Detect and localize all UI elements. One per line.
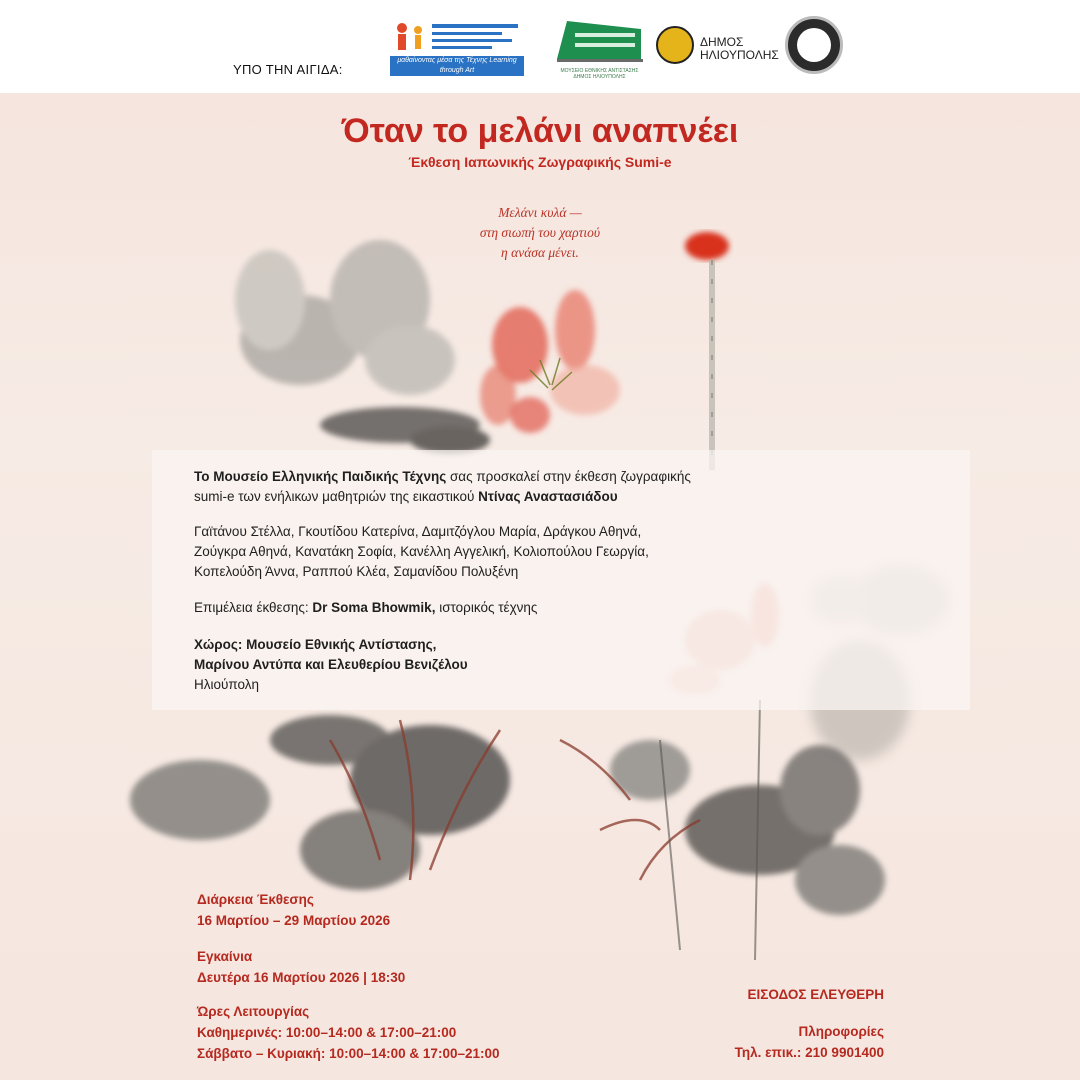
hours-label: Ώρες Λειτουργίας	[197, 1004, 310, 1019]
venue-address	[194, 655, 468, 674]
curation-label: Επιμέλεια έκθεσης:	[194, 600, 313, 615]
municipal-seal-icon	[656, 26, 694, 64]
exhibition-subtitle: Έκθεση Ιαπωνικής Ζωγραφικής Sumi-e	[408, 154, 672, 170]
resistance-logo-caption: ΜΟΥΣΕΙΟ ΕΘΝΙΚΗΣ ΑΝΤΙΣΤΑΣΗΣ ΔΗΜΟΣ ΗΛΙΟΥΠΟΛΗΣ	[560, 68, 639, 80]
dimos-line1: ΔΗΜΟΣ	[700, 35, 744, 49]
hours-weekend: Σάββατο – Κυριακή: 10:00–14:00 & 17:00–21:00	[197, 1046, 500, 1061]
hours-weekdays: Καθημερινές: 10:00–14:00 & 17:00–21:00	[197, 1025, 457, 1040]
curator-name: Dr Soma Bhowmik,	[312, 600, 436, 615]
haiku-line: Μελάνι κυλά —	[498, 205, 582, 220]
building-icon	[553, 15, 646, 63]
artists-line: Ζούγκρα Αθηνά, Κανατάκη Σοφία, Κανέλλη Αγγελική, Κολιοπούλου Γεωργία,	[194, 544, 649, 559]
sponsor-header	[0, 0, 1080, 93]
invitation-line-2	[194, 487, 618, 506]
free-entry: ΕΙΣΟΔΟΣ ΕΛΕΥΘΕΡΗ	[747, 987, 884, 1002]
museum-name: Το Μουσείο Ελληνικής Παιδικής Τέχνης	[194, 469, 447, 484]
venue-line	[194, 635, 436, 654]
invitation-text: σας προσκαλεί στην έκθεση ζωγραφικής	[446, 469, 691, 484]
artists-line: Κοπελούδη Άννα, Ραππού Κλέα, Σαμανίδου Πολυξένη	[194, 564, 519, 579]
venue-label: Χώρος: Μουσείο Εθνικής Αντίστασης,	[194, 637, 437, 652]
museum-children-art-logo	[390, 18, 524, 78]
venue-address-text: Μαρίνου Αντύπα και Ελευθερίου Βενιζέλου	[194, 657, 468, 672]
venue-city: Ηλιούπολη	[194, 677, 260, 692]
invitation-text: sumi-e των ενήλικων μαθητριών της εικαστικού	[194, 489, 479, 504]
opening-datetime: Δευτέρα 16 Μαρτίου 2026 | 18:30	[197, 970, 406, 985]
dimos-line2: ΗΛΙΟΥΠΟΛΗΣ	[700, 48, 779, 62]
info-label: Πληροφορίες	[798, 1024, 884, 1039]
curator-role: ιστορικός τέχνης	[435, 600, 538, 615]
duration-label: Διάρκεια Έκθεσης	[197, 892, 314, 907]
info-phone: Τηλ. επικ.: 210 9901400	[734, 1045, 884, 1060]
sponsor-label: ΥΠΟ ΤΗΝ ΑΙΓΙΔΑ:	[233, 62, 343, 77]
dimos-ilioupolis-logo	[656, 24, 779, 66]
museum-logo-icon	[390, 18, 524, 56]
exhibition-title: Όταν το μελάνι αναπνέει	[341, 112, 739, 150]
opening-block	[197, 946, 405, 988]
haiku-line: στη σιωπή του χαρτιού	[479, 225, 601, 240]
museum-logo-tagline: μαθαίνοντας μέσα της Τέχνης Learning through Art	[390, 56, 524, 76]
haiku-line: η ανάσα μένει.	[501, 245, 579, 260]
haiku	[440, 203, 640, 263]
artists-line: Γαϊτάνου Στέλλα, Γκουτίδου Κατερίνα, Δαμιτζόγλου Μαρία, Δράγκου Αθηνά,	[194, 524, 642, 539]
emblem-icon	[797, 28, 831, 62]
curation-line	[194, 598, 537, 617]
info-block	[735, 1021, 884, 1063]
hours-block	[197, 1001, 500, 1064]
teacher-name: Ντίνας Αναστασιάδου	[478, 489, 618, 504]
invitation-line-1	[194, 467, 691, 486]
duration-block	[197, 889, 390, 931]
emblem-logo	[785, 16, 843, 74]
opening-label: Εγκαίνια	[197, 949, 253, 964]
duration-dates: 16 Μαρτίου – 29 Μαρτίου 2026	[197, 913, 391, 928]
resistance-museum-logo	[553, 15, 646, 80]
